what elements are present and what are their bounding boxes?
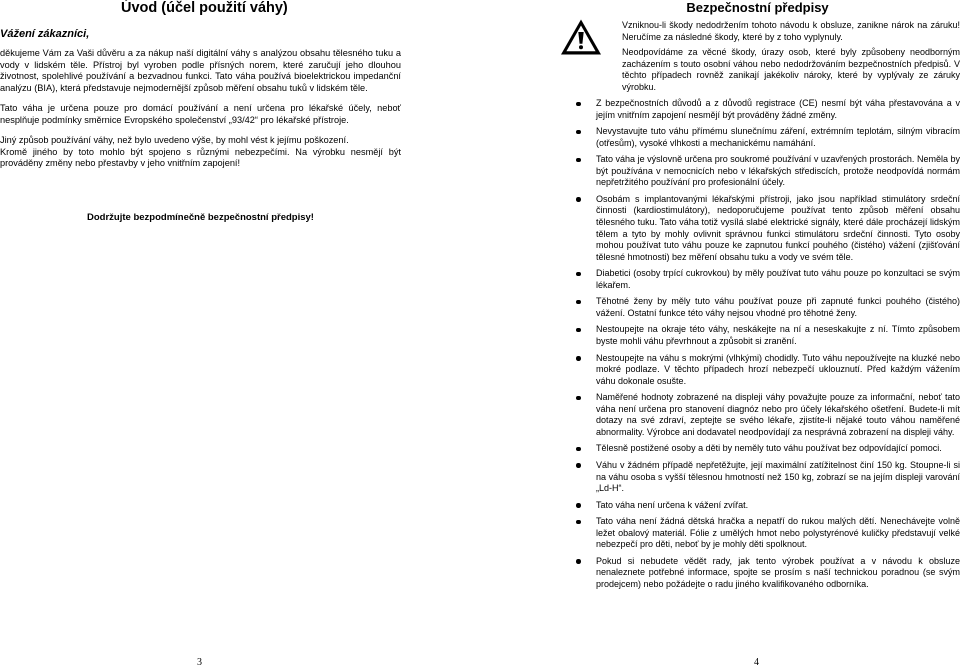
bullet-icon bbox=[576, 463, 581, 468]
list-item: Nestoupejte na váhu s mokrými (vlhkými) chodidly. Tuto váhu nepoužívejte na kluzké nebo mokré podlaze. V těchto případech hrozí nebezpečí uklouznutí. Před každým vážením váhu dokonale osušte. bbox=[576, 353, 960, 388]
misuse-paragraph: Jiný způsob používání váhy, než bylo uvedeno výše, by mohl vést k jejímu poškození. bbox=[0, 135, 349, 145]
page-number-left: 3 bbox=[197, 657, 202, 668]
intro-paragraph: děkujeme Vám za Vaši důvěru a za nákup naší digitální váhy s analýzou obsahu tělesného tuku a vody v lidském těle. Přístroj byl vyroben podle přísných norem, které zaručují jeho dlouhou životnost, spolehlivé používání a bezvadnou funkci. Tato váha používá bioelektrickou impedanční analýzu (BIA), která představuje nejmodernější způsob měření obsahu tuků v lidském těle. bbox=[0, 48, 401, 93]
list-item: Tato váha není určena k vážení zvířat. bbox=[576, 500, 960, 512]
list-item: Tato váha není žádná dětská hračka a nepatří do rukou malých dětí. Nenechávejte volně ležet obalový materiál. Fólie z umělých hmot nebo polystyrénové kuličky představují velké nebezpečí pro děti, neboť by je mohly děti spolknout. bbox=[576, 516, 960, 551]
list-item: Z bezpečnostních důvodů a z důvodů registrace (CE) nesmí být váha přestavována a v jejím vnitřním zapojení nesmějí být prováděny žádné změny. bbox=[576, 98, 960, 121]
bullet-icon bbox=[576, 272, 581, 277]
bullet-icon bbox=[576, 197, 581, 202]
list-item: Nevystavujte tuto váhu přímému slunečnímu záření, extrémním teplotám, silným vibracím (otřesům), vysoké vlhkosti a mechanickému namáhání. bbox=[576, 126, 960, 149]
list-item: Osobám s implantovanými lékařskými přístroji, jako jsou například stimulátory srdeční činnosti (kardiostimulátory), nedoporučujeme používat tento způsob měření obsahu tělesného tuku. Tato váha totiž vysílá slabé elektrické signály, které dále procházejí lidským tělem a tyto by mohly ovlivnit správnou funkci stimulátoru srdeční činnosti. Tyto osoby mohou používat tuto váhu pouze ke zapnutou funkcí pouhého (čistého) vážení (zjišťování tělesné hmotnosti) bez měření obsahu tuku a vody ve svém těle. bbox=[576, 194, 960, 264]
intro-body bbox=[0, 48, 401, 179]
list-item: Váhu v žádném případě nepřetěžujte, její maximální zatížitelnost činí 150 kg. Stoupne-li si na váhu osoba s vyšší tělesnou hmotností než 150 kg, zobrazí se na jejím displeji varování „Ld-H“. bbox=[576, 460, 960, 495]
bullet-icon bbox=[576, 447, 581, 452]
bullet-icon bbox=[576, 520, 581, 525]
page-right bbox=[555, 0, 960, 670]
bullet-icon bbox=[576, 130, 581, 135]
safety-warning-notice: Dodržujte bezpodmínečně bezpečnostní předpisy! bbox=[87, 212, 314, 223]
safety-rules-list bbox=[576, 98, 960, 595]
list-item: Diabetici (osoby trpící cukrovkou) by měly používat tuto váhu pouze po konzultaci se svým lékařem. bbox=[576, 268, 960, 291]
list-item: Tato váha je výslovně určena pro soukromé používání v uzavřených prostorách. Neměla by být používána v nemocnicích nebo v lékařských střediscích, protože neodpovídá normám nepřetržitého používání pro profesionální účely. bbox=[576, 154, 960, 189]
warning-triangle-icon bbox=[560, 18, 602, 56]
liability-intro bbox=[622, 20, 960, 98]
greeting: Vážení zákazníci, bbox=[0, 28, 90, 40]
list-item: Pokud si nebudete vědět rady, jak tento výrobek používat a v návodu k obsluze nenaleznete potřebné informace, spojte se prosím s naší technickou poradnou (se svým prodejcem) nebo požádejte o radu jiného kvalifikovaného odborníka. bbox=[576, 556, 960, 591]
bullet-icon bbox=[576, 503, 581, 508]
page-title-safety: Bezpečnostní předpisy bbox=[686, 0, 829, 15]
page-title-intro: Úvod (účel použití váhy) bbox=[121, 0, 288, 16]
list-item: Tělesně postižené osoby a děti by neměly tuto váhu používat bez odpovídající pomoci. bbox=[576, 443, 960, 455]
list-item: Těhotné ženy by měly tuto váhu používat pouze při zapnuté funkci pouhého (čistého) vážení. Ostatní funkce této váhy nejsou vhodné pro těhotné ženy. bbox=[576, 296, 960, 319]
bullet-icon bbox=[576, 102, 581, 107]
page-left bbox=[0, 0, 402, 670]
bullet-icon bbox=[576, 328, 581, 333]
bullet-icon bbox=[576, 158, 581, 163]
list-item: Naměřené hodnoty zobrazené na displeji váhy považujte pouze za informační, neboť tato váha není určena pro stanovení diagnóz nebo pro účely lékařského ošetření. Budete-li mít dotazy na své zdraví, zeptejte se svého lékaře, zjistíte-li nějaké touto váhou naměřené abnormality. Výrobce ani dodavatel neodpovídají za nesprávná zobrazení na displeji váhy. bbox=[576, 392, 960, 438]
intended-use-paragraph: Tato váha je určena pouze pro domácí používání a není určena pro lékařské účely, neboť nesplňuje podmínky směrnice Evropského společenství „93/42“ pro lékařské přístroje. bbox=[0, 103, 401, 125]
list-item: Nestoupejte na okraje této váhy, neskákejte na ní a neseskakujte z ní. Tímto způsobem byste mohli váhu převrhnout a způsobit si zranění. bbox=[576, 324, 960, 347]
page-number-right: 4 bbox=[754, 657, 759, 668]
modification-paragraph: Kromě jiného by toto mohlo být spojeno s různými nebezpečími. Na výrobku nesmějí být prováděny změny nebo přestavby v jeho vnitřním zapojení! bbox=[0, 146, 401, 168]
liability-paragraph: Neodpovídáme za věcné škody, úrazy osob, které byly způsobeny neodborným zacházením s touto osobní váhou nebo nedodržováním bezpečnostních předpisů. V těchto případech rovněž zanikají jakékoliv nároky, které by vyplývaly ze záruky výrobku. bbox=[622, 47, 960, 92]
warranty-paragraph: Vzniknou-li škody nedodržením tohoto návodu k obsluze, zanikne nárok na záruku! Neručíme za následné škody, které by z toho vyplynuly. bbox=[622, 20, 960, 42]
bullet-icon bbox=[576, 559, 581, 564]
bullet-icon bbox=[576, 356, 581, 361]
bullet-icon bbox=[576, 300, 581, 305]
bullet-icon bbox=[576, 396, 581, 401]
